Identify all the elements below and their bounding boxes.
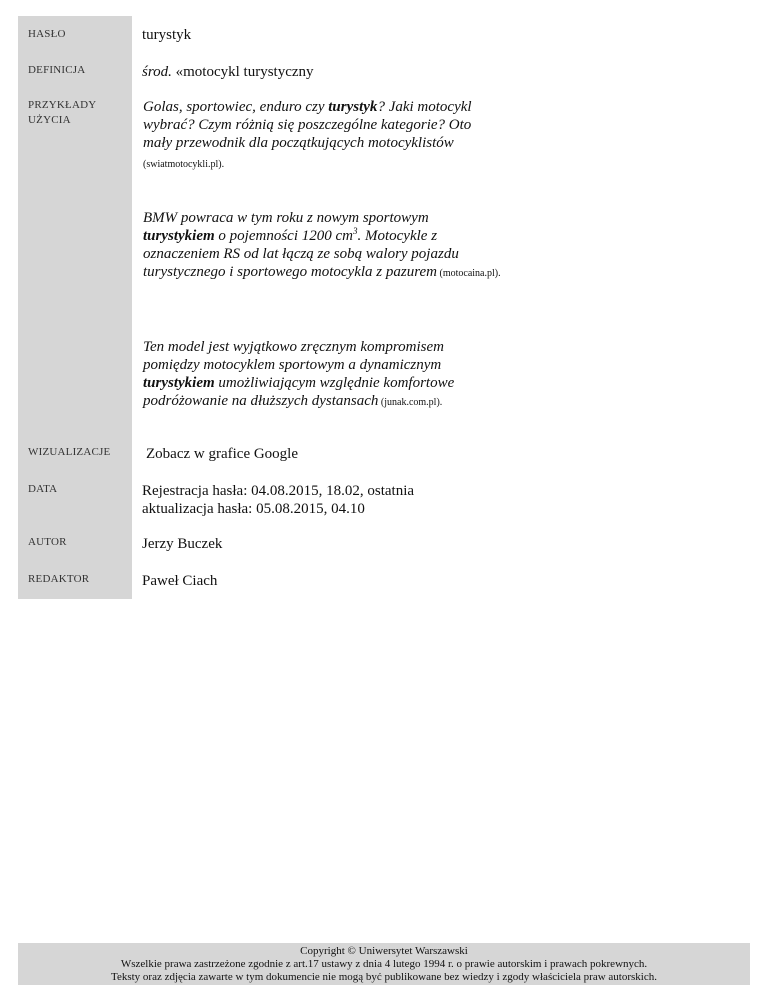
entry-dates	[142, 482, 414, 518]
editor-name: Paweł Ciach	[142, 573, 218, 589]
label-wizualizacje: WIZUALIZACJE	[28, 446, 111, 458]
example-superscript: 3	[352, 226, 358, 236]
example-text: ? Jaki motocykl wybrać? Czym różnią się poszczególne kategorie? Oto mały przewodnik dla początkujących motocyklistów	[143, 99, 472, 151]
label-definicja: DEFINICJA	[28, 64, 86, 76]
publication-notice: Teksty oraz zdjęcia zawarte w tym dokumencie nie mogą być publikowane bez wiedzy i zgody właściciela praw autorskich.	[111, 971, 657, 983]
usage-example-3	[143, 338, 503, 412]
rights-notice: Wszelkie prawa zastrzeżone zgodnie z art.17 ustawy z dnia 4 lutego 1994 r. o prawie autorskim i prawach pokrewnych.	[120, 958, 648, 970]
example-headword: turystyk	[328, 99, 378, 115]
usage-example-1	[143, 98, 503, 174]
example-headword: turystykiem	[143, 228, 215, 244]
copyright-footer	[18, 943, 750, 985]
definition	[142, 63, 314, 81]
registration-date: Rejestracja hasła: 04.08.2015, 18.02, ostatnia	[142, 483, 415, 499]
definition-text: «motocykl turystyczny	[175, 64, 314, 80]
copyright-line: Copyright © Uniwersytet Warszawski	[300, 945, 468, 957]
google-images-link[interactable]: Zobacz w grafice Google	[146, 446, 299, 462]
label-przyklady: PRZYKŁADY	[28, 99, 97, 111]
example-text: BMW powraca w tym roku z nowym sportowym	[143, 210, 429, 226]
entry-headword: turystyk	[142, 27, 192, 43]
author-name: Jerzy Buczek	[142, 536, 223, 552]
label-haslo: HASŁO	[28, 28, 66, 40]
label-uzycia: UŻYCIA	[28, 114, 71, 126]
example-source: (motocaina.pl).	[437, 268, 501, 279]
definition-qualifier: środ.	[142, 64, 172, 80]
example-text: . Motocykle z oznaczeniem RS od lat łączą ze sobą walory pojazdu turystycznego i sportowego motocykla z pazurem	[143, 228, 459, 280]
label-autor: AUTOR	[28, 536, 67, 548]
example-text: umożliwiającym względnie komfortowe podróżowanie na dłuższych dystansach	[143, 375, 455, 409]
example-headword: turystykiem	[143, 375, 215, 391]
example-text: Golas, sportowiec, enduro czy	[143, 99, 329, 115]
example-text: o pojemności 1200 cm	[214, 228, 353, 244]
label-redaktor: REDAKTOR	[28, 573, 90, 585]
label-data: DATA	[28, 483, 58, 495]
example-source: (swiatmotocykli.pl).	[143, 159, 225, 170]
example-source: (junak.com.pl).	[378, 397, 443, 408]
update-date: aktualizacja hasła: 05.08.2015, 04.10	[142, 501, 365, 517]
label-przyklady-uzycia	[28, 98, 96, 128]
usage-example-2	[143, 209, 503, 283]
example-text: Ten model jest wyjątkowo zręcznym kompromisem pomiędzy motocyklem sportowym a dynamicznym	[143, 339, 444, 373]
